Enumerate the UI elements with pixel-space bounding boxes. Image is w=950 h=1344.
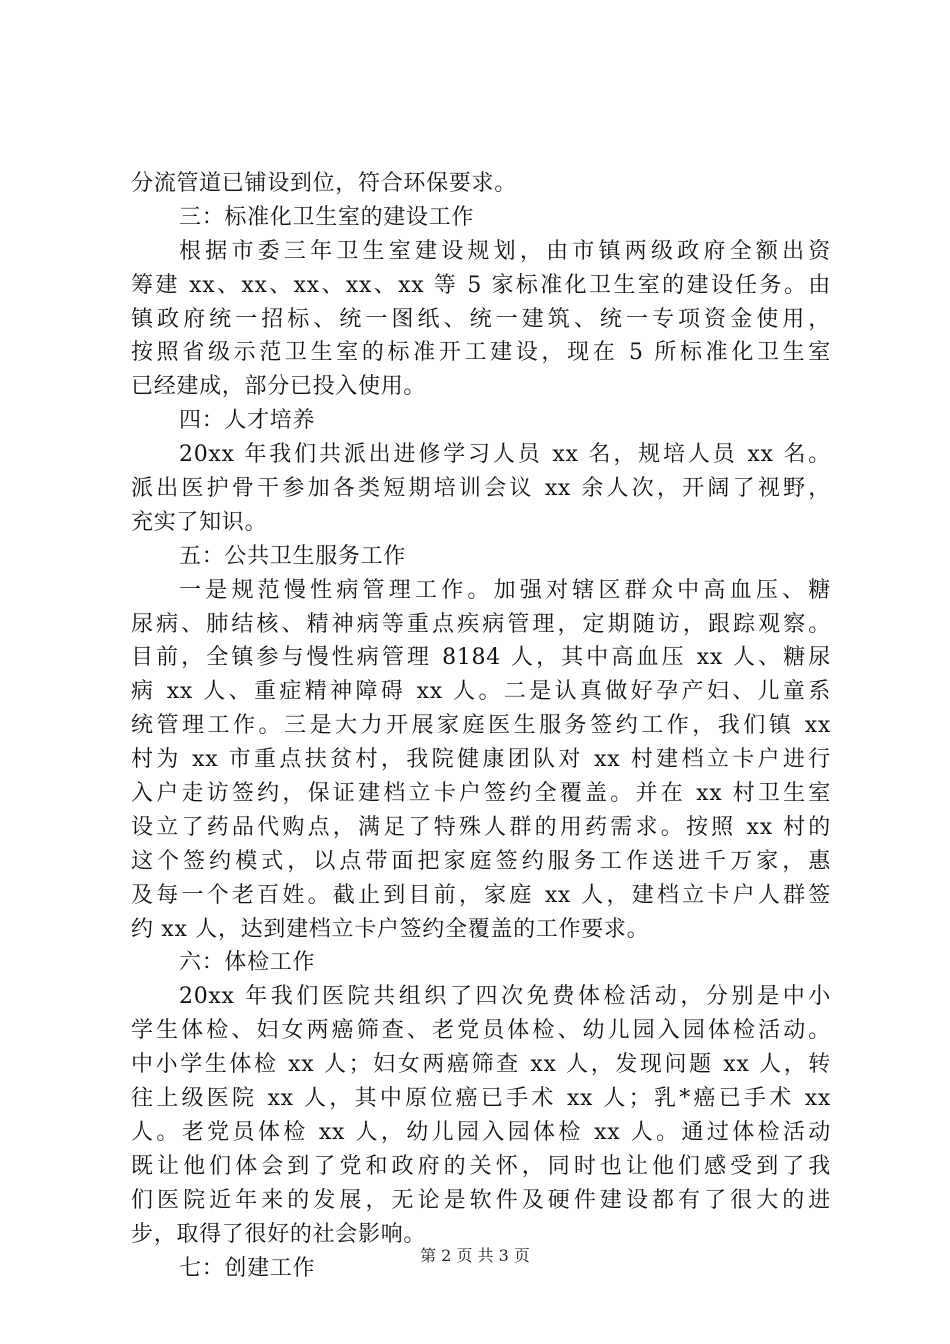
paragraph-line: 根据市委三年卫生室建设规划，由市镇两级政府全额出资	[179, 238, 831, 264]
section-heading: 五：公共卫生服务工作	[179, 543, 407, 569]
paragraph-line: 一是规范慢性病管理工作。加强对辖区群众中高血压、糖	[179, 577, 831, 603]
paragraph-line: 分流管道已铺设到位，符合环保要求。	[131, 171, 517, 196]
paragraph-line: 充实了知识。	[131, 509, 268, 535]
paragraph-line: 入户走访签约，保证建档立卡户签约全覆盖。并在 xx 村卫生室	[131, 781, 831, 807]
paragraph-line: 村为 xx 市重点扶贫村，我院健康团队对 xx 村建档立卡户进行	[131, 747, 831, 773]
paragraph-line: 们医院近年来的发展，无论是软件及硬件建设都有了很大的进	[131, 1187, 831, 1213]
paragraph-line: 统管理工作。三是大力开展家庭医生服务签约工作，我们镇 xx	[131, 713, 831, 739]
section-heading: 三：标准化卫生室的建设工作	[179, 204, 475, 230]
paragraph-line: 约 xx 人，达到建档立卡户签约全覆盖的工作要求。	[131, 916, 650, 942]
page-footer	[0, 1244, 950, 1268]
paragraph-line: 中小学生体检 xx 人；妇女两癌筛查 xx 人，发现问题 xx 人，转	[131, 1052, 831, 1078]
paragraph-line: 设立了药品代购点，满足了特殊人群的用药需求。按照 xx 村的	[131, 814, 831, 840]
paragraph-line: 按照省级示范卫生室的标准开工建设，现在 5 所标准化卫生室	[131, 340, 831, 366]
paragraph-line: 人。老党员体检 xx 人，幼儿园入园体检 xx 人。通过体检活动	[131, 1119, 831, 1145]
section-heading: 四：人才培养	[179, 408, 316, 434]
paragraph-line: 步，取得了很好的社会影响。	[131, 1221, 427, 1247]
section-heading: 六：体检工作	[179, 950, 316, 976]
paragraph-line: 既让他们体会到了党和政府的关怀，同时也让他们感受到了我	[131, 1153, 831, 1179]
paragraph-line: 20xx 年我们医院共组织了四次免费体检活动，分别是中小	[179, 984, 831, 1010]
document-body	[131, 167, 831, 1285]
paragraph-line: 派出医护骨干参加各类短期培训会议 xx 余人次，开阔了视野，	[131, 476, 831, 502]
page-number-label: 第 2 页 共 3 页	[420, 1246, 530, 1265]
paragraph-line: 筹建 xx、xx、xx、xx、xx 等 5 家标准化卫生室的建设任务。由	[131, 272, 831, 298]
paragraph-line: 镇政府统一招标、统一图纸、统一建筑、统一专项资金使用，	[131, 306, 831, 332]
paragraph-line: 已经建成，部分已投入使用。	[131, 374, 427, 400]
paragraph-line: 及每一个老百姓。截止到目前，家庭 xx 人，建档立卡户人群签	[131, 882, 831, 908]
paragraph-line: 病 xx 人、重症精神障碍 xx 人。二是认真做好孕产妇、儿童系	[131, 679, 831, 705]
paragraph-line: 20xx 年我们共派出进修学习人员 xx 名，规培人员 xx 名。	[179, 442, 831, 468]
section-heading: 七：创建工作	[179, 1255, 316, 1281]
paragraph-line: 目前，全镇参与慢性病管理 8184 人，其中高血压 xx 人、糖尿	[131, 645, 831, 671]
paragraph-line: 往上级医院 xx 人，其中原位癌已手术 xx 人；乳*癌已手术 xx	[131, 1086, 831, 1112]
paragraph-line: 学生体检、妇女两癌筛查、老党员体检、幼儿园入园体检活动。	[131, 1018, 831, 1044]
paragraph-line: 尿病、肺结核、精神病等重点疾病管理，定期随访，跟踪观察。	[131, 611, 831, 637]
paragraph-line: 这个签约模式，以点带面把家庭签约服务工作送进千万家，惠	[131, 848, 831, 874]
